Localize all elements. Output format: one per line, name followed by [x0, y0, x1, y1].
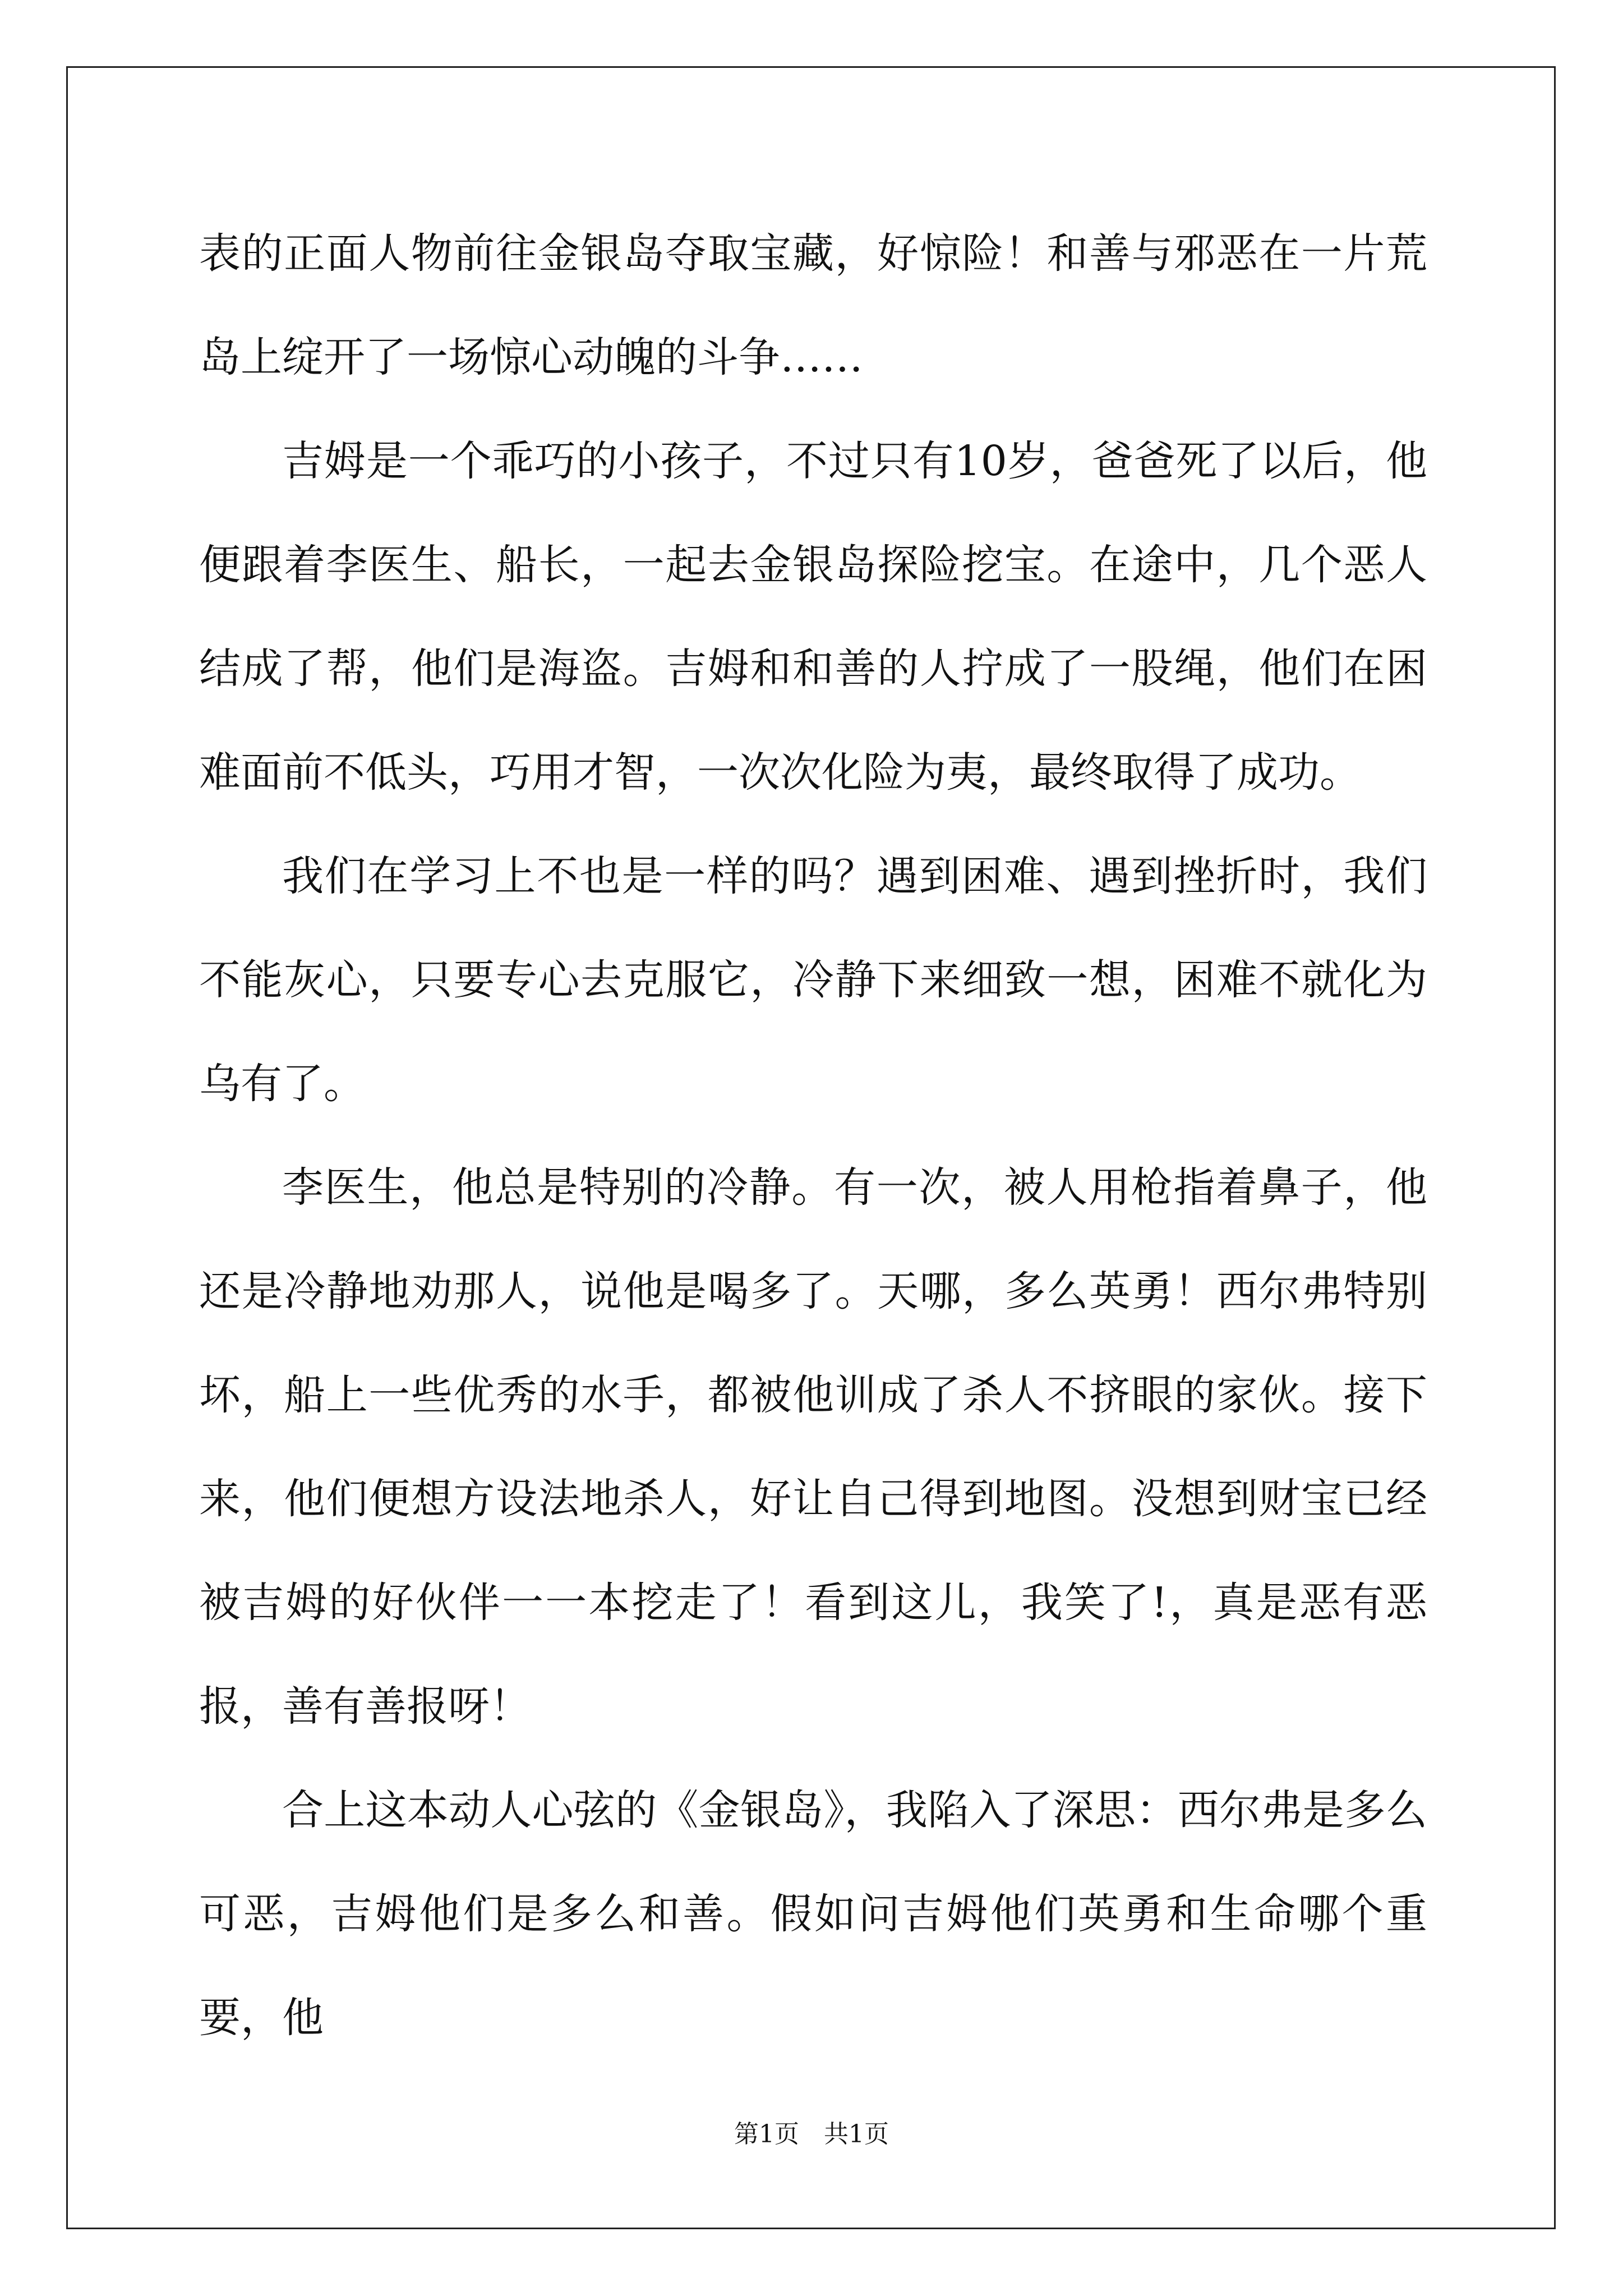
page-number: 第1页 — [734, 2120, 799, 2148]
paragraph-2: 吉姆是一个乖巧的小孩子，不过只有10岁，爸爸死了以后，他便跟着李医生、船长，一起去金银岛探险挖宝。在途中，几个恶人结成了帮，他们是海盗。吉姆和和善的人拧成了一股绳，他们在困难面前不低头，巧用才智，一次次化险为夷，最终取得了成功。 — [199, 437, 1427, 797]
page-footer — [0, 2118, 1623, 2151]
paragraph-3: 我们在学习上不也是一样的吗？遇到困难、遇到挫折时，我们不能灰心，只要专心去克服它，冷静下来细致一想，困难不就化为乌有了。 — [199, 852, 1427, 1108]
paragraph-4: 李医生，他总是特别的冷静。有一次，被人用枪指着鼻子，他还是冷静地劝那人，说他是喝多了。天哪，多么英勇！西尔弗特别坏，船上一些优秀的水手，都被他训成了杀人不挤眼的家伙。接下来，他们便想方设法地杀人，好让自己得到地图。没想到财宝已经被吉姆的好伙伴一一本挖走了！看到这儿，我笑了!，真是恶有恶报，善有善报呀！ — [199, 1163, 1427, 1731]
document-body — [199, 202, 1427, 2070]
paragraph-1: 表的正面人物前往金银岛夺取宝藏，好惊险！和善与邪恶在一片荒岛上绽开了一场惊心动魄的斗争…… — [199, 229, 1427, 381]
paragraph-5: 合上这本动人心弦的《金银岛》，我陷入了深思：西尔弗是多么可恶，吉姆他们是多么和善。假如问吉姆他们英勇和生命哪个重要，他 — [199, 1786, 1427, 2042]
page-total: 共1页 — [824, 2120, 889, 2148]
